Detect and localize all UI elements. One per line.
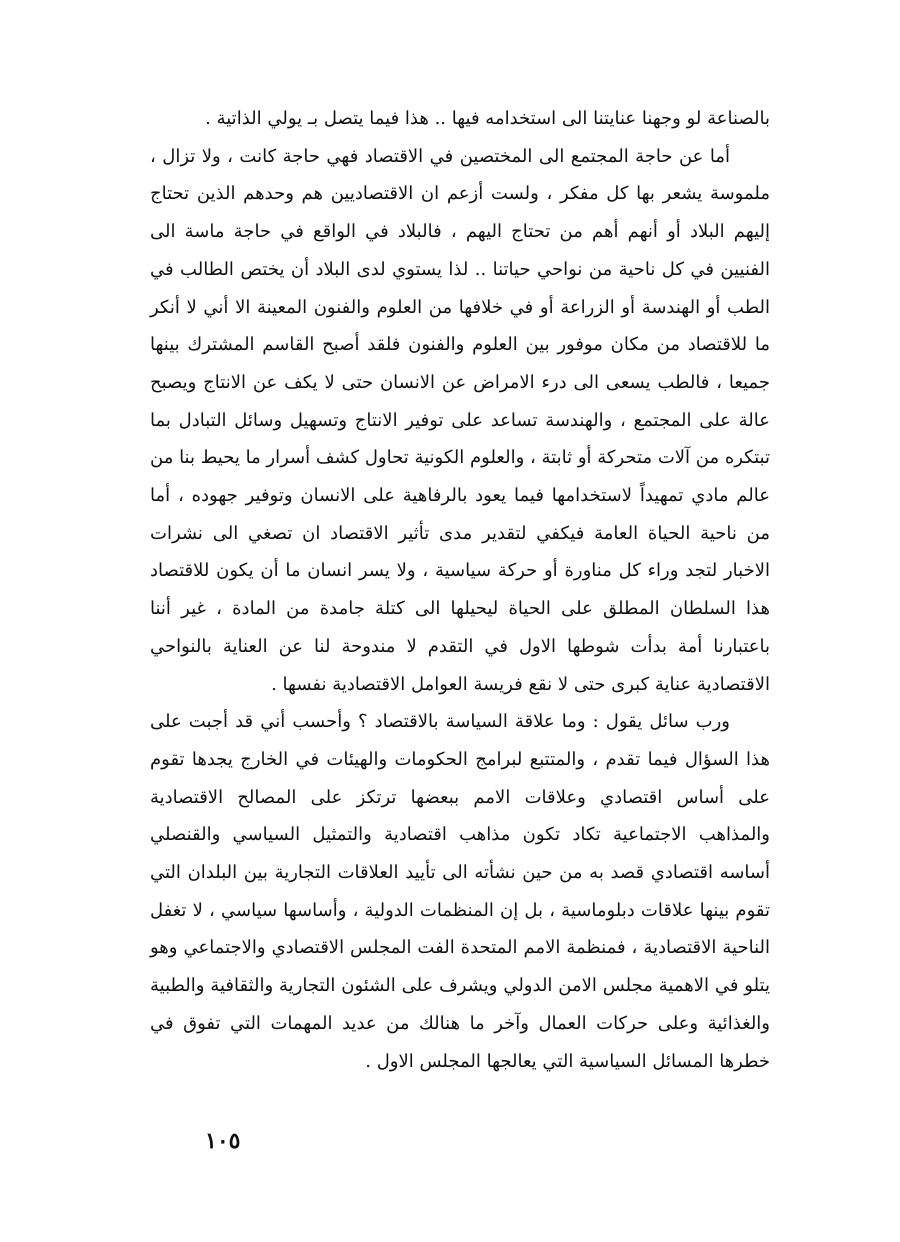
paragraph-2: أما عن حاجة المجتمع الى المختصين في الاقتصاد فهي حاجة كانت ، ولا تزال ، ملموسة يشعر بها كل مفكر ، ولست أزعم ان الاقتصاديين هم وحدهم الذين تحتاج إليهم البلاد أو أنهم أهم من تحتاج اليهم ، فالبلاد في الواقع في حاجة ماسة الى الفنيين في كل ناحية من نواحي حياتنا .. لذا يستوي لدى البلاد أن يختص الطالب في الطب أو الهندسة أو الزراعة أو في خلافها من العلوم والفنون المعينة الا أني لا أنكر ما للاقتصاد من مكان موفور بين العلوم والفنون فلقد أصبح القاسم المشترك بينها جميعا ، فالطب يسعى الى درء الامراض عن الانسان حتى لا يكف عن الانتاج ويصبح عالة على المجتمع ، والهندسة تساعد على توفير الانتاج وتسهيل وسائل التبادل بما تبتكره من آلات متحركة أو ثابتة ، والعلوم الكونية تحاول كشف أسرار ما يحيط بنا من عالم مادي تمهيداً لاستخدامها فيما يعود بالرفاهية على الانسان وتوفير جهوده ، أما من ناحية الحياة العامة فيكفي لتقدير مدى تأثير الاقتصاد ان تصغي الى نشرات الاخبار لتجد وراء كل مناورة أو حركة سياسية ، ولا يسر انسان ما أن يكون للاقتصاد هذا السلطان المطلق على الحياة ليحيلها الى كتلة جامدة من المادة ، غير أننا باعتبارنا أمة بدأت شوطها الاول في التقدم لا مندوحة لنا عن العناية بالنواحي الاقتصادية عناية كبرى حتى لا نقع فريسة العوامل الاقتصادية نفسها . — [150, 145, 770, 695]
paragraph-1: بالصناعة لو وجهنا عنايتنا الى استخدامه فيها .. هذا فيما يتصل بـ يولي الذاتية . — [205, 108, 770, 129]
page-number: ١٠٥ — [205, 1128, 241, 1154]
paragraph-3: ورب سائل يقول : وما علاقة السياسة بالاقتصاد ؟ وأحسب أني قد أجبت على هذا السؤال فيما تقدم ، والمتتبع لبرامج الحكومات والهيئات في الخارج يجدها تقوم على أساس اقتصادي وعلاقات الامم ببعضها ترتكز على المصالح الاقتصادية والمذاهب الاجتماعية تكاد تكون مذاهب اقتصادية والتمثيل السياسي والقنصلي أساسه اقتصادي قصد به من حين نشأته الى تأييد العلاقات التجارية بين البلدان التي تقوم بينها علاقات دبلوماسية ، بل إن المنظمات الدولية ، وأساسها سياسي ، لا تغفل الناحية الاقتصادية ، فمنظمة الامم المتحدة الفت المجلس الاقتصادي والاجتماعي وهو يتلو في الاهمية مجلس الامن الدولي ويشرف على الشئون التجارية والثقافية والطبية والغذائية وعلى حركات العمال وآخر ما هنالك من عديد المهمات التي تفوق في خطرها المسائل السياسية التي يعالجها المجلس الاول . — [150, 711, 770, 1072]
body-text — [150, 100, 770, 1080]
